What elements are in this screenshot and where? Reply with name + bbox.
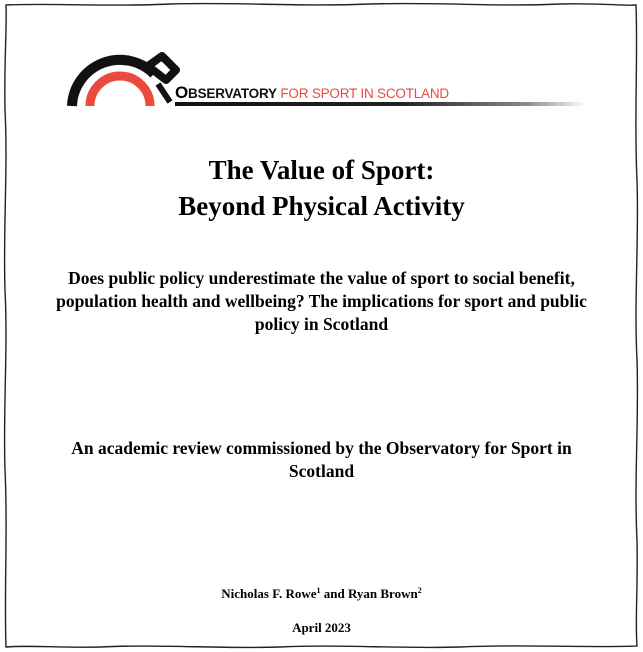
- logo-underline-bar: [175, 102, 587, 106]
- author-line: [0, 586, 643, 602]
- logo-name: BSERVATORY: [188, 86, 277, 101]
- title-line-1: The Value of Sport:: [208, 155, 435, 185]
- document-subtitle: Does public policy underestimate the value of sport to social benefit, population health and wellbeing? The implications for sport and public policy in Scotland: [56, 268, 587, 334]
- publication-date: April 2023: [292, 620, 351, 635]
- author-1-name: Nicholas F. Rowe: [221, 586, 317, 601]
- observatory-logo: [62, 44, 592, 114]
- logo-tagline: FOR SPORT IN SCOTLAND: [280, 86, 449, 101]
- document-title: [0, 152, 643, 224]
- title-line-2: Beyond Physical Activity: [178, 191, 465, 221]
- author-conjunction: and: [320, 586, 348, 601]
- logo-initial: O: [175, 83, 189, 102]
- author-2-name: Ryan Brown: [347, 586, 418, 601]
- logo-arc-icon: [62, 44, 182, 114]
- author-2-affiliation-mark: 2: [417, 586, 422, 595]
- commission-statement: An academic review commissioned by the Observatory for Sport in Scotland: [71, 438, 572, 481]
- author-1-affiliation-mark: 1: [316, 586, 321, 595]
- logo-wordmark: [175, 85, 449, 102]
